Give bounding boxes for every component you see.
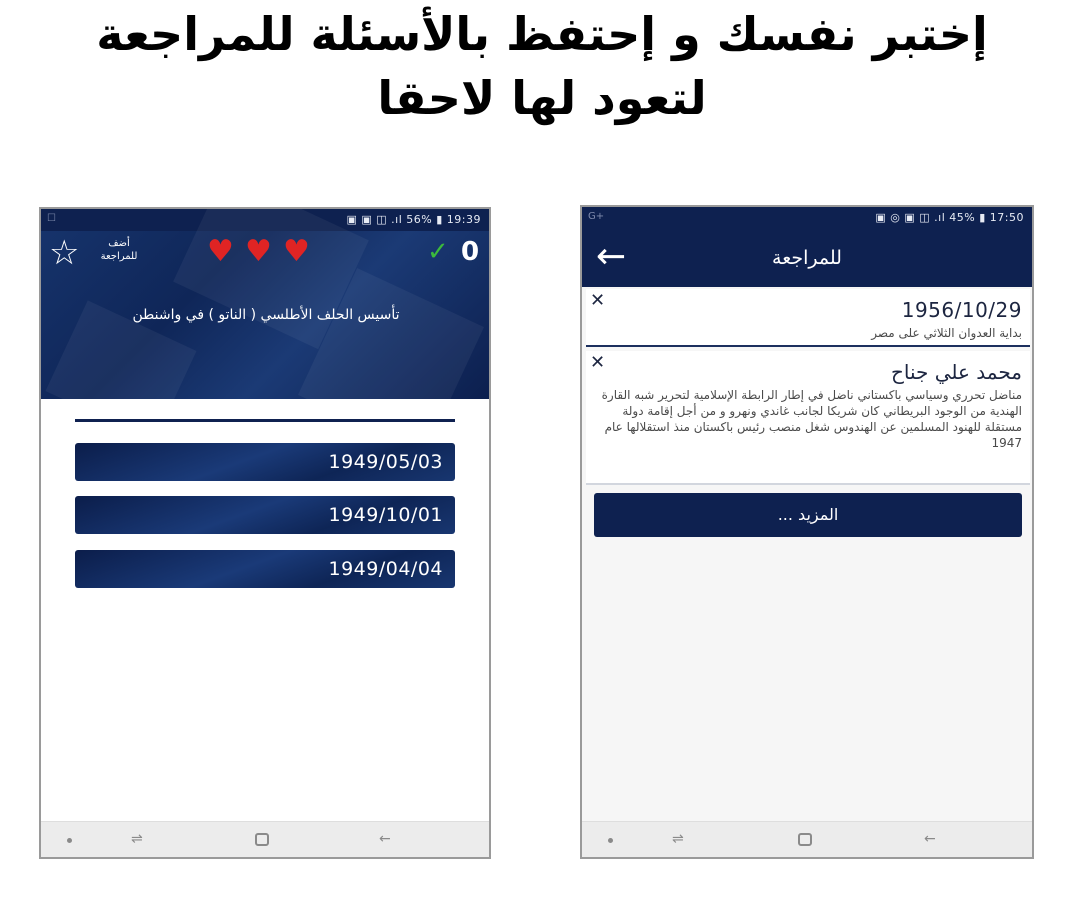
close-icon[interactable]: ✕ bbox=[590, 290, 606, 311]
headline-line-1: إختبر نفسك و إحتفظ بالأسئلة للمراجعة bbox=[96, 7, 988, 61]
star-outline-icon[interactable]: ☆ bbox=[49, 233, 80, 273]
heart-icon: ♥ bbox=[283, 234, 310, 269]
review-item-description: بداية العدوان الثلاثي على مصر bbox=[871, 326, 1022, 340]
headline-line-2: لتعود لها لاحقا bbox=[377, 71, 707, 125]
close-icon[interactable]: ✕ bbox=[590, 352, 606, 373]
question-text: تأسيس الحلف الأطلسي ( الناتو ) في واشنطن bbox=[132, 307, 400, 323]
status-bar-right: ▣ ▣ ◫ .ıl 56% ▮ 19:39 bbox=[346, 213, 481, 226]
review-list-item[interactable] bbox=[586, 351, 1030, 485]
android-nav-bar bbox=[41, 821, 489, 857]
review-list-item[interactable] bbox=[586, 289, 1030, 347]
review-item-description: مناضل تحرري وسياسي باكستاني ناضل في إطار الرابطة الإسلامية لتحرير شبه القارة الهندية من الوجود البريطاني كان شريكا لجانب غاندي ونهرو و من أجل إقامة دولة مستقلة للهنود المسلمين عن الهندوس شغل منصب رئيس باكستان منذ استقلالها عام 1947 bbox=[601, 388, 1022, 450]
status-bar-left: G+ bbox=[588, 211, 605, 222]
quiz-phone-screenshot bbox=[39, 207, 491, 859]
android-nav-bar bbox=[582, 821, 1032, 857]
home-button-icon[interactable] bbox=[255, 833, 269, 846]
answer-option-button[interactable]: 1949/10/01 bbox=[75, 496, 455, 534]
review-header bbox=[582, 229, 1032, 287]
recent-apps-icon[interactable]: ⇌ bbox=[672, 831, 684, 847]
divider bbox=[75, 419, 455, 422]
page-title: للمراجعة bbox=[772, 247, 842, 269]
answer-option-button[interactable]: 1949/05/03 bbox=[75, 443, 455, 481]
nav-dot-icon[interactable] bbox=[67, 838, 72, 843]
review-item-title: 1956/10/29 bbox=[901, 298, 1022, 322]
score-counter: 0 bbox=[461, 237, 480, 267]
back-nav-icon[interactable]: ← bbox=[924, 831, 936, 847]
review-item-title: محمد علي جناح bbox=[890, 360, 1022, 384]
recent-apps-icon[interactable]: ⇌ bbox=[131, 831, 143, 847]
quiz-header bbox=[41, 231, 489, 399]
check-icon: ✓ bbox=[427, 237, 449, 267]
home-button-icon[interactable] bbox=[798, 833, 812, 846]
heart-icon: ♥ bbox=[207, 234, 234, 269]
back-arrow-icon[interactable]: ← bbox=[596, 236, 627, 277]
review-phone-screenshot bbox=[580, 205, 1034, 859]
answer-option-button[interactable]: 1949/04/04 bbox=[75, 550, 455, 588]
lives-indicator bbox=[207, 235, 316, 269]
add-to-review-label[interactable]: أضف للمراجعة bbox=[100, 238, 138, 262]
status-bar-right: ▣ ◎ ▣ ◫ .ıl 45% ▮ 17:50 bbox=[875, 211, 1024, 224]
heart-icon: ♥ bbox=[245, 234, 272, 269]
nav-dot-icon[interactable] bbox=[608, 838, 613, 843]
back-nav-icon[interactable]: ← bbox=[379, 831, 391, 847]
more-button[interactable]: المزيد ... bbox=[594, 493, 1022, 537]
status-bar-left: ☐ bbox=[47, 213, 56, 224]
status-bar bbox=[582, 207, 1032, 229]
